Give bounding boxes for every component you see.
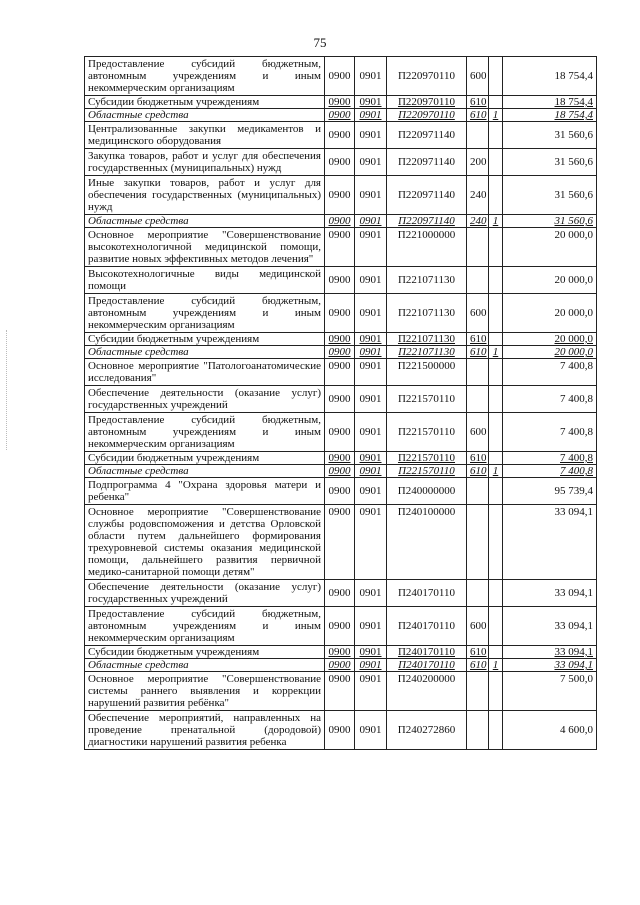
amount: 33 094,1 <box>503 607 597 646</box>
target-article-code: П221570110 <box>387 452 467 465</box>
subsection-code: 0901 <box>355 346 387 359</box>
subsection-code: 0901 <box>355 228 387 267</box>
row-name: Областные средства <box>85 465 325 478</box>
subsection-code: 0901 <box>355 452 387 465</box>
target-article-code: П220971140 <box>387 122 467 149</box>
section-code: 0900 <box>325 122 355 149</box>
target-article-code: П221500000 <box>387 359 467 386</box>
row-name: Обеспечение мероприятий, направленных на проведение пренатальной (дородовой) диагностики нарушений развития ребенка <box>85 711 325 750</box>
funding-source-mark <box>489 478 503 505</box>
amount: 33 094,1 <box>503 580 597 607</box>
funding-source-mark <box>489 452 503 465</box>
table-row <box>85 96 597 109</box>
target-article-code: П220971140 <box>387 215 467 228</box>
target-article-code: П220970110 <box>387 96 467 109</box>
table-row <box>85 672 597 711</box>
expense-type-code <box>467 386 489 413</box>
row-name: Предоставление субсидий бюджетным, автономным учреждениям и иным некоммерческим организациям <box>85 413 325 452</box>
row-name: Областные средства <box>85 109 325 122</box>
row-name: Субсидии бюджетным учреждениям <box>85 452 325 465</box>
row-name: Предоставление субсидий бюджетным, автономным учреждениям и иным некоммерческим организациям <box>85 57 325 96</box>
target-article-code: П240100000 <box>387 505 467 580</box>
target-article-code: П220970110 <box>387 109 467 122</box>
funding-source-mark <box>489 672 503 711</box>
row-name: Основное мероприятие "Совершенствование высокотехнологичной медицинской помощи, развитие новых эффективных методов лечения" <box>85 228 325 267</box>
row-name: Высокотехнологичные виды медицинской помощи <box>85 267 325 294</box>
table-row <box>85 57 597 96</box>
subsection-code: 0901 <box>355 465 387 478</box>
section-code: 0900 <box>325 672 355 711</box>
row-name: Обеспечение деятельности (оказание услуг) государственных учреждений <box>85 386 325 413</box>
expense-type-code: 610 <box>467 465 489 478</box>
table-row <box>85 711 597 750</box>
section-code: 0900 <box>325 176 355 215</box>
amount: 31 560,6 <box>503 149 597 176</box>
expense-type-code: 610 <box>467 452 489 465</box>
table-row <box>85 346 597 359</box>
row-name: Иные закупки товаров, работ и услуг для обеспечения государственных (муниципальных) нужд <box>85 176 325 215</box>
section-code: 0900 <box>325 452 355 465</box>
target-article-code: П221071130 <box>387 267 467 294</box>
target-article-code: П221000000 <box>387 228 467 267</box>
funding-source-mark <box>489 386 503 413</box>
amount: 18 754,4 <box>503 96 597 109</box>
section-code: 0900 <box>325 57 355 96</box>
table-row <box>85 122 597 149</box>
expense-type-code: 600 <box>467 413 489 452</box>
subsection-code: 0901 <box>355 672 387 711</box>
target-article-code: П220970110 <box>387 57 467 96</box>
table-row <box>85 465 597 478</box>
table-row <box>85 607 597 646</box>
target-article-code: П240170110 <box>387 659 467 672</box>
target-article-code: П220971140 <box>387 149 467 176</box>
subsection-code: 0901 <box>355 359 387 386</box>
margin-dotted-line <box>6 330 8 450</box>
subsection-code: 0901 <box>355 580 387 607</box>
table-row <box>85 580 597 607</box>
expense-type-code <box>467 580 489 607</box>
amount: 20 000,0 <box>503 346 597 359</box>
subsection-code: 0901 <box>355 659 387 672</box>
expense-type-code: 610 <box>467 96 489 109</box>
amount: 7 400,8 <box>503 465 597 478</box>
row-name: Субсидии бюджетным учреждениям <box>85 333 325 346</box>
row-name: Основное мероприятие "Патологоанатомические исследования" <box>85 359 325 386</box>
table-row <box>85 413 597 452</box>
expense-type-code: 610 <box>467 646 489 659</box>
amount: 31 560,6 <box>503 122 597 149</box>
amount: 33 094,1 <box>503 659 597 672</box>
section-code: 0900 <box>325 267 355 294</box>
amount: 4 600,0 <box>503 711 597 750</box>
amount: 20 000,0 <box>503 228 597 267</box>
table-row <box>85 294 597 333</box>
funding-source-mark <box>489 580 503 607</box>
page-number: 75 <box>313 35 327 50</box>
funding-source-mark <box>489 294 503 333</box>
table-row <box>85 109 597 122</box>
target-article-code: П221570110 <box>387 465 467 478</box>
table-row <box>85 267 597 294</box>
expense-type-code: 600 <box>467 57 489 96</box>
subsection-code: 0901 <box>355 646 387 659</box>
funding-source-mark <box>489 96 503 109</box>
subsection-code: 0901 <box>355 505 387 580</box>
amount: 31 560,6 <box>503 215 597 228</box>
section-code: 0900 <box>325 413 355 452</box>
expense-type-code: 610 <box>467 346 489 359</box>
subsection-code: 0901 <box>355 96 387 109</box>
table-row <box>85 176 597 215</box>
table-row <box>85 452 597 465</box>
section-code: 0900 <box>325 465 355 478</box>
subsection-code: 0901 <box>355 386 387 413</box>
funding-source-mark: 1 <box>489 465 503 478</box>
amount: 33 094,1 <box>503 646 597 659</box>
section-code: 0900 <box>325 109 355 122</box>
section-code: 0900 <box>325 215 355 228</box>
funding-source-mark <box>489 149 503 176</box>
section-code: 0900 <box>325 294 355 333</box>
budget-table <box>84 56 597 750</box>
target-article-code: П221570110 <box>387 413 467 452</box>
expense-type-code <box>467 478 489 505</box>
table-row <box>85 646 597 659</box>
row-name: Основное мероприятие "Совершенствование службы родовспоможения и детства Орловской области путем дальнейшего формирования трехуровневой системы оказания медицинской помощи, дальнейшего развития первичной медико-санитарной помощи детям" <box>85 505 325 580</box>
table-row <box>85 386 597 413</box>
expense-type-code: 240 <box>467 215 489 228</box>
amount: 18 754,4 <box>503 57 597 96</box>
amount: 7 400,8 <box>503 359 597 386</box>
amount: 20 000,0 <box>503 267 597 294</box>
target-article-code: П240000000 <box>387 478 467 505</box>
funding-source-mark <box>489 413 503 452</box>
expense-type-code: 610 <box>467 109 489 122</box>
row-name: Подпрограмма 4 "Охрана здоровья матери и ребенка" <box>85 478 325 505</box>
row-name: Субсидии бюджетным учреждениям <box>85 96 325 109</box>
subsection-code: 0901 <box>355 413 387 452</box>
amount: 95 739,4 <box>503 478 597 505</box>
subsection-code: 0901 <box>355 267 387 294</box>
section-code: 0900 <box>325 149 355 176</box>
section-code: 0900 <box>325 478 355 505</box>
expense-type-code <box>467 122 489 149</box>
target-article-code: П240170110 <box>387 646 467 659</box>
subsection-code: 0901 <box>355 215 387 228</box>
expense-type-code <box>467 359 489 386</box>
table-row <box>85 333 597 346</box>
target-article-code: П221071130 <box>387 333 467 346</box>
amount: 20 000,0 <box>503 333 597 346</box>
funding-source-mark <box>489 711 503 750</box>
funding-source-mark <box>489 122 503 149</box>
expense-type-code <box>467 267 489 294</box>
target-article-code: П240200000 <box>387 672 467 711</box>
funding-source-mark <box>489 57 503 96</box>
amount: 7 400,8 <box>503 452 597 465</box>
section-code: 0900 <box>325 659 355 672</box>
expense-type-code: 600 <box>467 294 489 333</box>
section-code: 0900 <box>325 96 355 109</box>
row-name: Областные средства <box>85 215 325 228</box>
expense-type-code: 610 <box>467 659 489 672</box>
row-name: Субсидии бюджетным учреждениям <box>85 646 325 659</box>
expense-type-code <box>467 505 489 580</box>
target-article-code: П221071130 <box>387 294 467 333</box>
row-name: Основное мероприятие "Совершенствование системы раннего выявления и коррекции нарушений развития ребёнка" <box>85 672 325 711</box>
row-name: Областные средства <box>85 346 325 359</box>
section-code: 0900 <box>325 607 355 646</box>
row-name: Предоставление субсидий бюджетным, автономным учреждениям и иным некоммерческим организациям <box>85 294 325 333</box>
amount: 18 754,4 <box>503 109 597 122</box>
section-code: 0900 <box>325 386 355 413</box>
section-code: 0900 <box>325 505 355 580</box>
funding-source-mark <box>489 176 503 215</box>
row-name: Обеспечение деятельности (оказание услуг) государственных учреждений <box>85 580 325 607</box>
funding-source-mark: 1 <box>489 109 503 122</box>
amount: 7 400,8 <box>503 386 597 413</box>
subsection-code: 0901 <box>355 478 387 505</box>
section-code: 0900 <box>325 359 355 386</box>
subsection-code: 0901 <box>355 711 387 750</box>
amount: 20 000,0 <box>503 294 597 333</box>
row-name: Областные средства <box>85 659 325 672</box>
funding-source-mark <box>489 228 503 267</box>
target-article-code: П240170110 <box>387 580 467 607</box>
funding-source-mark: 1 <box>489 346 503 359</box>
funding-source-mark <box>489 267 503 294</box>
target-article-code: П240272860 <box>387 711 467 750</box>
row-name: Предоставление субсидий бюджетным, автономным учреждениям и иным некоммерческим организациям <box>85 607 325 646</box>
target-article-code: П220971140 <box>387 176 467 215</box>
row-name: Закупка товаров, работ и услуг для обеспечения государственных (муниципальных) нужд <box>85 149 325 176</box>
expense-type-code: 240 <box>467 176 489 215</box>
section-code: 0900 <box>325 228 355 267</box>
subsection-code: 0901 <box>355 294 387 333</box>
expense-type-code <box>467 228 489 267</box>
expense-type-code: 200 <box>467 149 489 176</box>
funding-source-mark <box>489 333 503 346</box>
funding-source-mark <box>489 646 503 659</box>
row-name: Централизованные закупки медикаментов и медицинского оборудования <box>85 122 325 149</box>
section-code: 0900 <box>325 711 355 750</box>
subsection-code: 0901 <box>355 607 387 646</box>
section-code: 0900 <box>325 346 355 359</box>
amount: 7 500,0 <box>503 672 597 711</box>
table-row <box>85 215 597 228</box>
subsection-code: 0901 <box>355 176 387 215</box>
funding-source-mark <box>489 607 503 646</box>
section-code: 0900 <box>325 580 355 607</box>
table-row <box>85 659 597 672</box>
target-article-code: П221071130 <box>387 346 467 359</box>
funding-source-mark <box>489 505 503 580</box>
subsection-code: 0901 <box>355 333 387 346</box>
expense-type-code <box>467 672 489 711</box>
table-row <box>85 478 597 505</box>
amount: 33 094,1 <box>503 505 597 580</box>
table-row <box>85 505 597 580</box>
table-row <box>85 359 597 386</box>
target-article-code: П221570110 <box>387 386 467 413</box>
funding-source-mark: 1 <box>489 659 503 672</box>
subsection-code: 0901 <box>355 57 387 96</box>
subsection-code: 0901 <box>355 122 387 149</box>
section-code: 0900 <box>325 646 355 659</box>
target-article-code: П240170110 <box>387 607 467 646</box>
subsection-code: 0901 <box>355 109 387 122</box>
table-row <box>85 149 597 176</box>
table-body <box>85 57 597 750</box>
funding-source-mark <box>489 359 503 386</box>
expense-type-code: 610 <box>467 333 489 346</box>
expense-type-code <box>467 711 489 750</box>
funding-source-mark: 1 <box>489 215 503 228</box>
table-row <box>85 228 597 267</box>
subsection-code: 0901 <box>355 149 387 176</box>
section-code: 0900 <box>325 333 355 346</box>
amount: 31 560,6 <box>503 176 597 215</box>
amount: 7 400,8 <box>503 413 597 452</box>
expense-type-code: 600 <box>467 607 489 646</box>
